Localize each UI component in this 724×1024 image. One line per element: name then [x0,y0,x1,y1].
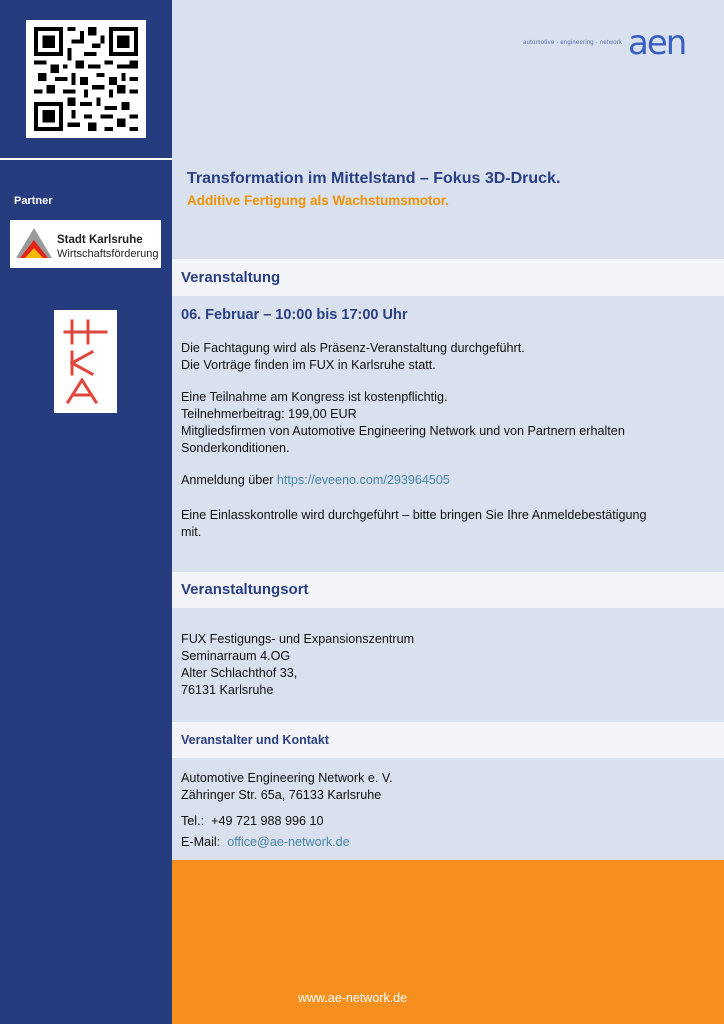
event-text-line: mit. [181,525,202,539]
section-heading-event: Veranstaltung [172,259,724,296]
aen-logo[interactable]: aen [628,23,686,63]
hka-logo-icon [62,318,109,405]
phone-number[interactable]: +49 721 988 996 10 [211,814,324,828]
partner-label: Partner [14,195,53,207]
event-text-line: Eine Einlasskontrolle wird durchgeführt – bitte bringen Sie Ihre Anmeldebestätigung [181,508,647,522]
contact-phone-line [181,813,324,830]
sidebar-divider [0,158,172,160]
karlsruhe-logo-subtitle: Wirtschaftsförderung [57,248,159,260]
event-price: Teilnehmerbeitrag: 199,00 EUR [181,407,357,421]
registration-line [181,472,450,489]
event-text-line: Die Fachtagung wird als Präsenz-Veranstaltung durchgeführt. [181,341,525,355]
phone-label: Tel.: [181,814,205,828]
event-text-line: Sonderkonditionen. [181,441,290,455]
venue-line: Alter Schlachthof 33, [181,666,298,680]
footer-url[interactable]: www.ae-network.de [298,991,408,1005]
section-heading-venue: Veranstaltungsort [172,572,724,608]
karlsruhe-triangle-icon [14,226,54,260]
stadt-karlsruhe-logo[interactable] [10,220,161,268]
registration-link[interactable]: https://eveeno.com/293964505 [276,473,450,487]
event-text-line: Mitgliedsfirmen von Automotive Engineering Network und von Partnern erhalten [181,424,625,438]
venue-line: 76131 Karlsruhe [181,683,274,697]
qr-code[interactable] [26,20,146,138]
contact-org: Automotive Engineering Network e. V. [181,771,393,785]
footer-band [172,860,724,1024]
event-text-line: Eine Teilnahme am Kongress ist kostenpflichtig. [181,390,448,404]
karlsruhe-logo-title: Stadt Karlsruhe [57,234,143,246]
page-title: Transformation im Mittelstand – Fokus 3D-Druck. [187,170,561,187]
email-label: E-Mail: [181,835,221,849]
hka-logo[interactable] [54,310,117,413]
page-subtitle: Additive Fertigung als Wachstumsmotor. [187,193,450,208]
email-link[interactable]: office@ae-network.de [227,835,350,849]
sidebar [0,0,172,1024]
venue-line: Seminarraum 4.OG [181,649,291,663]
event-date: 06. Februar – 10:00 bis 17:00 Uhr [181,307,408,323]
brand-tagline: automotive · engineering · network [523,40,623,46]
venue-line: FUX Festigungs- und Expansionszentrum [181,632,415,646]
qr-code-icon [33,27,139,131]
event-text-line: Die Vorträge finden im FUX in Karlsruhe statt. [181,358,436,372]
contact-email-line [181,834,350,851]
registration-prefix: Anmeldung über [181,473,274,487]
contact-address: Zähringer Str. 65a, 76133 Karlsruhe [181,788,382,802]
section-heading-contact: Veranstalter und Kontakt [172,722,724,758]
